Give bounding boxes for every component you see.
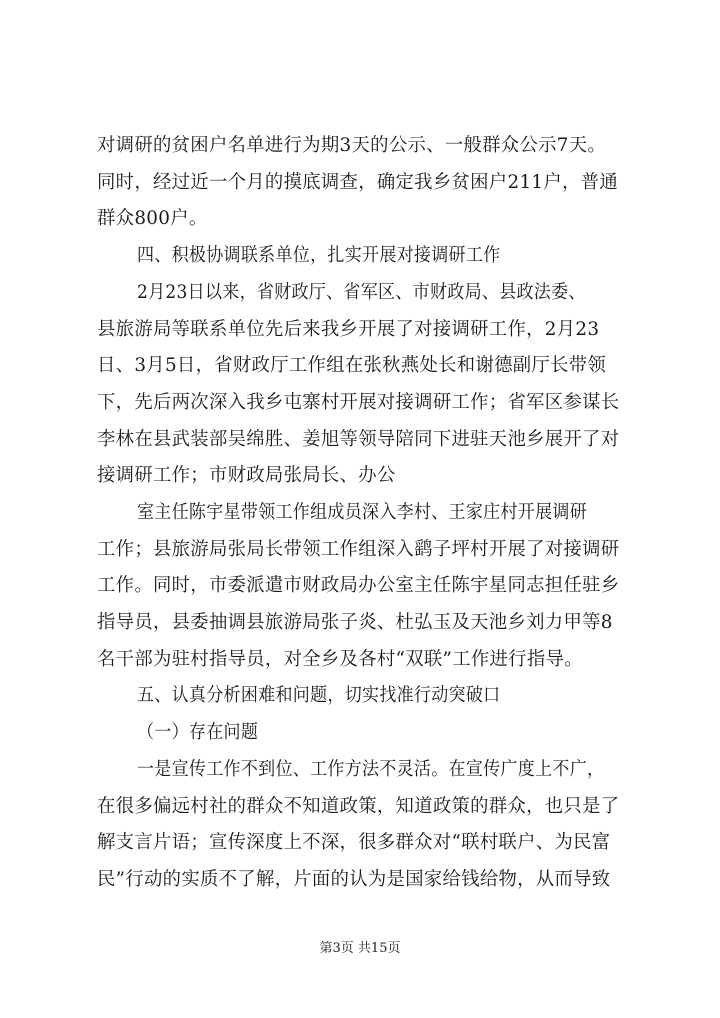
- paragraph-line: 解支言片语；宣传深度上不深，很多群众对“联村联户、为民富: [97, 832, 611, 853]
- subsection-heading: （一）存在问题: [137, 722, 259, 743]
- paragraph-line: 工作；县旅游局张局长带领工作组深入鹞子坪村开展了对接调研: [97, 539, 620, 560]
- paragraph-line: 对调研的贫困户名单进行为期3天的公示、一般群众公示7天。: [97, 135, 607, 156]
- paragraph-line: 日、3月5日，省财政厅工作组在张秋燕处长和谢德副厅长带领: [97, 355, 607, 376]
- paragraph-line: 下，先后两次深入我乡屯寨村开展对接调研工作；省军区参谋长: [97, 392, 620, 413]
- paragraph-line: 在很多偏远村社的群众不知道政策，知道政策的群众，也只是了: [97, 796, 620, 817]
- paragraph-line: 同时，经过近一个月的摸底调查，确定我乡贫困户211户，普通: [97, 172, 619, 193]
- paragraph-line: 指导员，县委抽调县旅游局张子炎、杜弘玉及天池乡刘力甲等8: [97, 612, 613, 633]
- paragraph-line: 民”行动的实质不了解，片面的认为是国家给钱给物，从而导致: [97, 869, 611, 890]
- paragraph-line: 县旅游局等联系单位先后来我乡开展了对接调研工作，2月23: [97, 319, 600, 340]
- paragraph-line: 群众800户。: [97, 208, 208, 229]
- paragraph-line: 接调研工作；市财政局张局长、办公: [97, 465, 396, 486]
- paragraph-line: 名干部为驻村指导员，对全乡及各村“双联”工作进行指导。: [97, 649, 583, 670]
- section-heading: 五、认真分析困难和问题，切实找准行动突破口: [137, 685, 501, 706]
- paragraph-line: 一是宣传工作不到位、工作方法不灵活。在宣传广度上不广，: [137, 759, 605, 780]
- page-number-footer: 第3页 共15页: [319, 941, 401, 956]
- paragraph-line: 工作。同时，市委派遣市财政局办公室主任陈宇星同志担任驻乡: [97, 575, 620, 596]
- paragraph-line: 2月23日以来，省财政厅、省军区、市财政局、县政法委、: [137, 282, 586, 303]
- section-heading: 四、积极协调联系单位，扎实开展对接调研工作: [137, 245, 501, 266]
- paragraph-line: 室主任陈宇星带领工作组成员深入李村、王家庄村开展调研: [137, 502, 588, 523]
- paragraph-line: 李林在县武装部吴绵胜、姜旭等领导陪同下进驻天池乡展开了对: [97, 429, 620, 450]
